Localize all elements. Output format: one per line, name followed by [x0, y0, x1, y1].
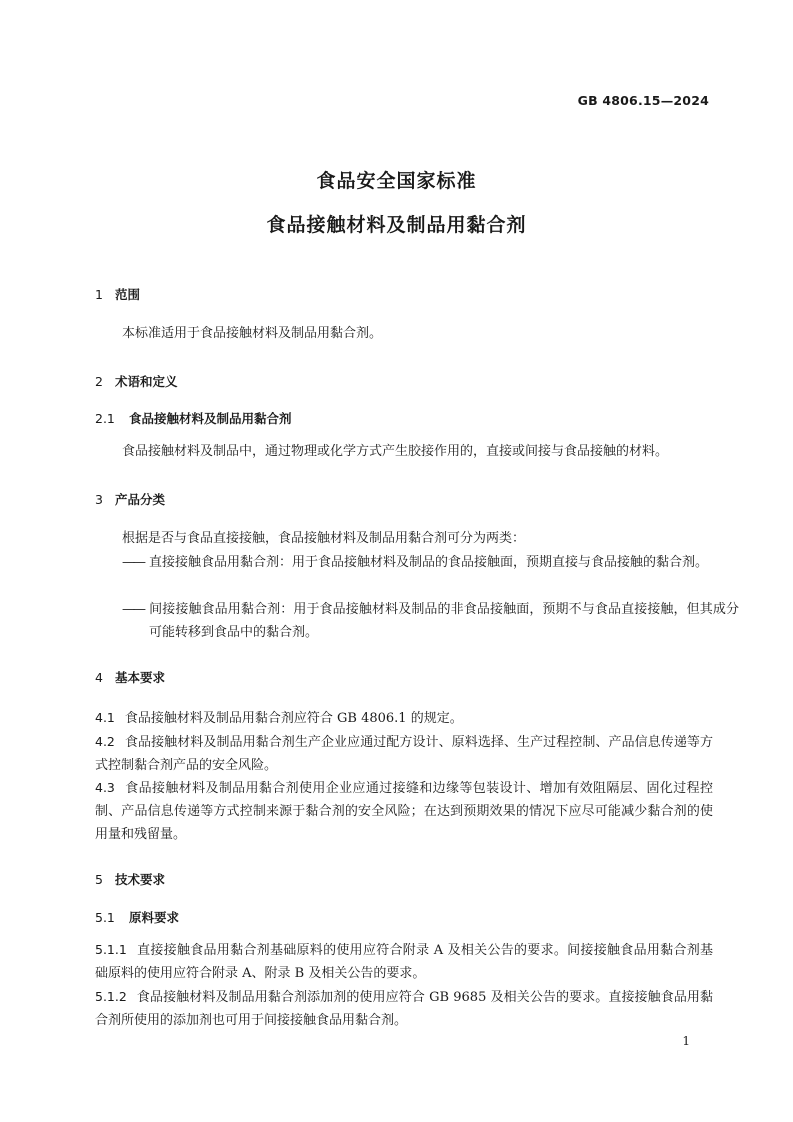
- page-number: 1: [682, 1034, 690, 1048]
- section-number: 3: [95, 492, 103, 507]
- clause-4-1: [95, 706, 713, 730]
- document-title: 食品安全国家标准: [316, 170, 477, 192]
- section-2-1-paragraph: 食品接触材料及制品中，通过物理或化学方式产生胶接作用的，直接或间接与食品接触的材料。: [122, 444, 669, 459]
- dash-bullet: ——: [122, 555, 144, 570]
- section-title: 原料要求: [129, 910, 180, 925]
- clause-4-3: [95, 776, 713, 846]
- section-5-1-heading: [95, 908, 179, 926]
- clause-number: 4.2: [95, 734, 115, 749]
- section-4-heading: [95, 668, 165, 686]
- section-number: 5.1: [95, 910, 115, 925]
- list-item: [122, 598, 739, 644]
- clause-text: 食品接触材料及制品用黏合剂使用企业应通过接缝和边缘等包装设计、增加有效阻隔层、固化过程控制、产品信息传递等方式控制来源于黏合剂的安全风险；在达到预期效果的情况下应尽可能减少黏合剂的使用量和残留量。: [95, 781, 713, 842]
- standard-number: GB 4806.15—2024: [577, 93, 709, 108]
- list-item-text: 间接接触食品用黏合剂：用于食品接触材料及制品的非食品接触面，预期不与食品直接接触，但其成分可能转移到食品中的黏合剂。: [149, 602, 739, 640]
- clause-number: 5.1.1: [95, 942, 127, 957]
- section-number: 4: [95, 670, 103, 685]
- section-title: 术语和定义: [115, 374, 178, 389]
- list-item-text: 直接接触食品用黏合剂：用于食品接触材料及制品的食品接触面，预期直接与食品接触的黏合剂。: [149, 555, 709, 570]
- clause-text: 食品接触材料及制品用黏合剂应符合 GB 4806.1 的规定。: [124, 711, 463, 726]
- section-title: 技术要求: [115, 872, 166, 887]
- section-3-heading: [95, 490, 165, 508]
- clause-text: 食品接触材料及制品用黏合剂添加剂的使用应符合 GB 9685 及相关公告的要求。直接接触食品用黏合剂所使用的添加剂也可用于间接接触食品用黏合剂。: [95, 990, 713, 1028]
- dash-bullet: ——: [122, 602, 144, 617]
- section-title: 基本要求: [115, 670, 166, 685]
- section-number: 1: [95, 287, 103, 302]
- clause-5-1-2: [95, 985, 713, 1032]
- clause-number: 4.1: [95, 710, 115, 725]
- section-2-1-heading: [95, 409, 292, 427]
- clause-text: 食品接触材料及制品用黏合剂生产企业应通过配方设计、原料选择、生产过程控制、产品信息传递等方式控制黏合剂产品的安全风险。: [95, 735, 713, 773]
- section-3-intro: 根据是否与食品直接接触，食品接触材料及制品用黏合剂可分为两类：: [122, 531, 526, 546]
- section-title: 产品分类: [115, 492, 166, 507]
- section-1-heading: [95, 285, 140, 303]
- section-title: 范围: [115, 287, 141, 302]
- section-title: 食品接触材料及制品用黏合剂: [129, 411, 292, 426]
- section-number: 2: [95, 374, 103, 389]
- clause-number: 4.3: [95, 780, 115, 795]
- section-2-heading: [95, 372, 178, 390]
- clause-number: 5.1.2: [95, 989, 127, 1004]
- document-subtitle: 食品接触材料及制品用黏合剂: [266, 214, 527, 236]
- section-number: 5: [95, 872, 103, 887]
- section-5-heading: [95, 870, 165, 888]
- clause-5-1-1: [95, 938, 713, 985]
- section-number: 2.1: [95, 411, 115, 426]
- list-item: [122, 551, 739, 574]
- clause-text: 直接接触食品用黏合剂基础原料的使用应符合附录 A 及相关公告的要求。间接接触食品用黏合剂基础原料的使用应符合附录 A、附录 B 及相关公告的要求。: [95, 943, 713, 981]
- section-1-paragraph: 本标准适用于食品接触材料及制品用黏合剂。: [122, 326, 383, 341]
- clause-4-2: [95, 730, 713, 777]
